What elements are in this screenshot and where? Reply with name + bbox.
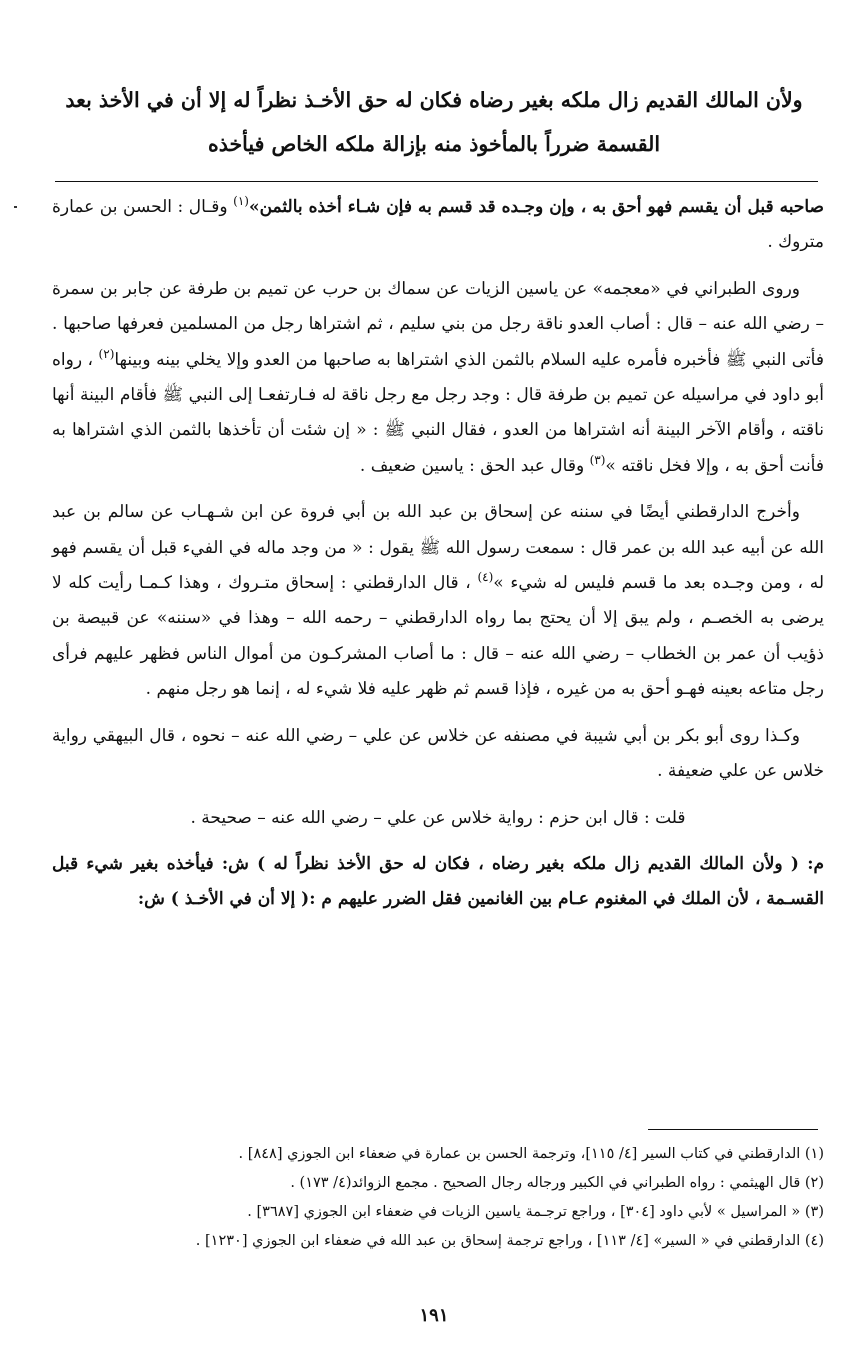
footnotes [100, 1140, 824, 1256]
footnote-4: (٤) الدارقطني في « السير» [٤/ ١١٣] ، وراجع ترجمة إسحاق بن عبد الله في ضعفاء ابن الجوزي [١٢٣٠] . [195, 1233, 824, 1249]
paragraph-text: وروى الطبراني في «معجمه» عن ياسين الزيات عن سماك بن حرب عن تميم بن طرفة عن جابر بن سمرة – رضي الله عنه – قال : أصاب العدو ناقة رجل من بني سليم ، ثم اشتراها رجل من المسلمين فعرفها صاحبها . فأتى النبي ﷺ فأخبره فأمره عليه السلام بالثمن الذي اشتراها به صاحبها من العدو وإلا يخلي بينه وبينها [52, 278, 824, 370]
footnote-ref-1[interactable]: (١) [233, 194, 249, 208]
footnote-3: (٣) « المراسيل » لأبي داود [٣٠٤] ، وراجع ترجـمة ياسين الزيات في ضعفاء ابن الجوزي [٣٦٨٧] . [247, 1204, 824, 1220]
page-number: ١٩١ [419, 1305, 449, 1326]
footnote-ref-2[interactable]: (٢) [98, 346, 115, 361]
paragraph-text: وقال عبد الحق : ياسين ضعيف . [359, 455, 590, 476]
paragraph-5: قلت : قال ابن حزم : رواية خلاس عن علي – رضي الله عنه – صحيحة . [190, 807, 686, 828]
matn-text: ولأن المالك القديم زال ملكه بغير رضاه فكان له حق الأخـذ نظراً له إلا أن في الأخذ بعد القسمة ضرراً بالمأخوذ منه بإزالة ملكه الخاص فيأخذه [65, 88, 803, 156]
margin-mark [14, 206, 17, 208]
paragraph-text: ، رواه أبو داود في مراسيله عن تميم بن طرفة قال : وجد رجل مع رجل ناقة له فـارتفعـا إلى النبي ﷺ فأقام البينة أنها ناقته ، وأقام الآخر البينة أنه اشتراها من العدو ، فقال النبي ﷺ : « إن شئت أن تأخذها بالثمن الذي اشتراها به فأنت أحق به ، وإلا فخل ناقته » [52, 349, 824, 476]
paragraph-1 [52, 190, 824, 261]
footnote-divider [648, 1129, 818, 1130]
paragraph-4: وكـذا روى أبو بكر بن أبي شيبة في مصنفه عن خلاس عن علي – رضي الله عنه – نحوه ، قال البيهقي رواية خلاس عن علي ضعيفة . [52, 725, 824, 782]
paragraph-text: ، قال الدارقطني : إسحاق متـروك ، وهذا كـمـا رأيت كله لا يرضى به الخصـم ، ولم يبق إلا أن يحتج بما رواه الدارقطني – رحمه الله – وهذا في «سننه» عن قبيصة بن ذؤيب أن عمر بن الخطاب – رضي الله عنه – قال : ما أصاب المشركـون من أموال الناس فظهر عليهم فرأى رجل متاعه بعينه فهـو أحق به من غيره ، فإذا قسم ثم ظهر عليه فلا شيء له ، إنما هو رجل منهم . [52, 573, 824, 700]
footnote-ref-4[interactable]: (٤) [477, 570, 494, 585]
commentary-body [52, 190, 824, 918]
footnote-ref-3[interactable]: (٣) [589, 452, 606, 467]
top-divider [55, 181, 818, 182]
paragraph-text: وقـال : الحسن بن عمارة متروك . [52, 197, 824, 253]
footnote-2: (٢) قال الهيثمي : رواه الطبراني في الكبير ورجاله رجال الصحيح . مجمع الزوائد(٤/ ١٧٣) . [290, 1175, 824, 1191]
footnote-1: (١) الدارقطني في كتاب السير [٤/ ١١٥]، وترجمة الحسن بن عمارة في ضعفاء ابن الجوزي [٨٤٨] . [238, 1146, 824, 1162]
paragraph-6: م: ( ولأن المالك القديم زال ملكه بغير رضاه ، فكان له حق الأخذ نظراً له ) ش: فيأخذه بغير شيء قبل القسـمة ، لأن الملك في المغنوم عـام بين الغانمين فقل الضرر عليهم م :( إلا أن في الأخـذ ) ش: [52, 853, 824, 910]
paragraph-2 [52, 272, 824, 484]
hadith-quote: صاحبه قبل أن يقسم فهو أحق به ، وإن وجـده قد قسم به فإن شـاء أخذه بالثمن» [248, 197, 824, 217]
paragraph-text: وأخرج الدارقطني أيضًا في سننه عن إسحاق بن عبد الله بن أبي فروة عن ابن شـهـاب عن سالم بن عبد الله عن أبيه عبد الله بن عمر قال : سمعت رسول الله ﷺ يقول : « من وجد ماله في الفيء قبل أن يقسم فهو له ، ومن وجـده بعد ما قسم فليس له شيء » [52, 502, 824, 594]
paragraph-3 [52, 495, 824, 707]
